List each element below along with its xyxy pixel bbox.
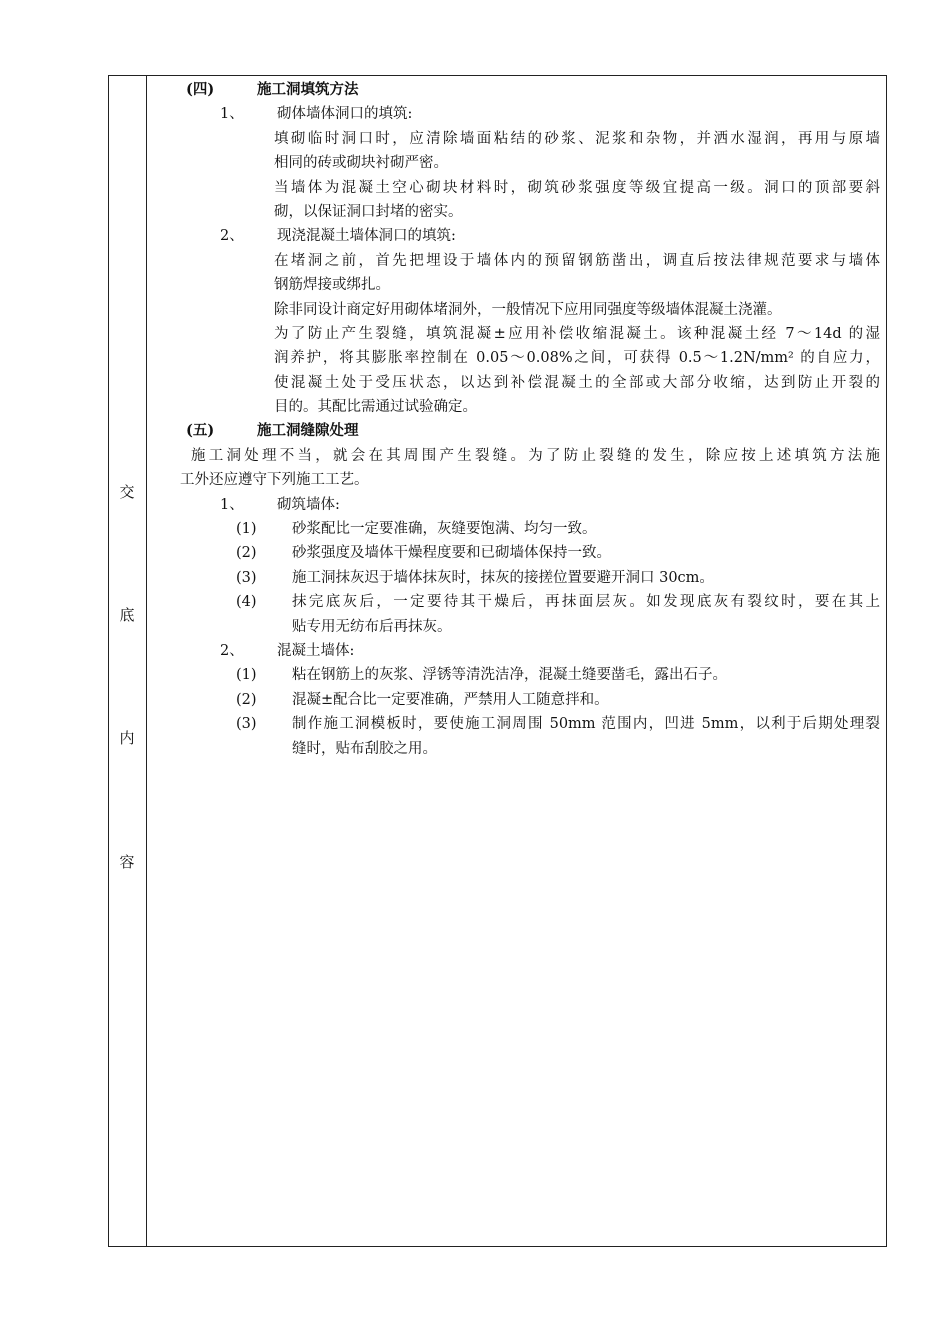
section-title: 施工洞缝隙处理	[257, 422, 359, 440]
subsection-number: 2、	[220, 642, 244, 659]
intro-line: 工外还应遵守下列施工工艺。	[180, 472, 369, 489]
list-item	[150, 712, 882, 736]
list-item	[150, 688, 882, 712]
side-label-char: 交	[119, 483, 135, 501]
paragraph-line: 砌，以保证洞口封堵的密实。	[274, 203, 463, 220]
paragraph-line: 钢筋焊接或绑扎。	[274, 277, 390, 294]
item-number: (2)	[236, 691, 257, 708]
list-item	[150, 541, 882, 565]
subsection-heading	[150, 224, 882, 248]
subsection-title: 砌筑墙体:	[277, 496, 340, 513]
item-text: 抹完底灰后，一定要待其干燥后，再抹面层灰。如发现底灰有裂纹时，要在其上	[292, 594, 880, 611]
subsection-number: 2、	[220, 228, 244, 245]
list-item	[150, 517, 882, 541]
disclosure-content	[150, 78, 882, 761]
subsection-title: 现浇混凝土墙体洞口的填筑:	[277, 228, 456, 245]
item-text: 制作施工洞模板时，要使施工洞周围 50mm 范围内，凹进 5mm，以利于后期处理裂	[292, 716, 880, 733]
subsection-heading	[150, 639, 882, 663]
item-text-continued: 缝时，贴布刮胶之用。	[292, 740, 437, 757]
subsection-title: 混凝土墙体:	[277, 642, 355, 659]
paragraph-line: 目的。其配比需通过试验确定。	[274, 399, 477, 416]
subsection-number: 1、	[220, 496, 244, 513]
subsection-heading	[150, 493, 882, 517]
intro-line: 施工洞处理不当，就会在其周围产生裂缝。为了防止裂缝的发生，除应按上述填筑方法施	[191, 447, 880, 464]
item-number: (3)	[236, 569, 257, 586]
section-number: (五)	[186, 422, 215, 440]
paragraph-line: 当墙体为混凝土空心砌块材料时，砌筑砂浆强度等级宜提高一级。洞口的顶部要斜	[274, 179, 880, 196]
item-text: 砂浆配比一定要准确，灰缝要饱满、均匀一致。	[292, 521, 597, 538]
subsection-title: 砌体墙体洞口的填筑:	[277, 106, 413, 123]
item-text: 砂浆强度及墙体干燥程度要和已砌墙体保持一致。	[292, 545, 611, 562]
side-label-char: 容	[119, 853, 135, 871]
side-label-char: 底	[119, 606, 135, 624]
item-number: (1)	[236, 667, 257, 684]
paragraph-line: 除非同设计商定好用砌体堵洞外，一般情况下应用同强度等级墙体混凝土浇灌。	[274, 301, 782, 318]
list-item	[150, 663, 882, 687]
paragraph-line: 使混凝土处于受压状态，以达到补偿混凝土的全部或大部分收缩，达到防止开裂的	[274, 374, 880, 391]
item-text-continued: 贴专用无纺布后再抹灰。	[292, 618, 452, 635]
item-number: (2)	[236, 545, 257, 562]
item-number: (3)	[236, 716, 257, 733]
item-text: 粘在钢筋上的灰浆、浮锈等清洗洁净，混凝土缝要凿毛，露出石子。	[292, 667, 727, 684]
item-number: (4)	[236, 594, 257, 611]
list-item	[150, 590, 882, 614]
section-heading	[150, 78, 882, 102]
paragraph-line: 为了防止产生裂缝，填筑混凝±应用补偿收缩混凝土。该种混凝土经 7～14d 的湿	[274, 325, 880, 342]
paragraph-line: 填砌临时洞口时，应清除墙面粘结的砂浆、泥浆和杂物，并洒水湿润，再用与原墙	[274, 130, 880, 147]
paragraph-line: 润养护，将其膨胀率控制在 0.05～0.08%之间，可获得 0.5～1.2N/mm² 的自应力，	[274, 350, 880, 367]
section-heading	[150, 419, 882, 443]
side-label-char: 内	[119, 729, 135, 747]
item-number: (1)	[236, 521, 257, 538]
paragraph-line: 相同的砖或砌块衬砌严密。	[274, 155, 448, 172]
section-number: (四)	[186, 81, 215, 98]
subsection-heading	[150, 102, 882, 126]
item-text: 混凝±配合比一定要准确，严禁用人工随意拌和。	[292, 691, 609, 708]
list-item	[150, 566, 882, 590]
item-text: 施工洞抹灰迟于墙体抹灰时，抹灰的接搓位置要避开洞口 30cm。	[292, 569, 714, 586]
section-title: 施工洞填筑方法	[257, 81, 359, 98]
column-divider	[146, 75, 147, 1247]
subsection-number: 1、	[220, 106, 244, 123]
paragraph-line: 在堵洞之前，首先把埋设于墙体内的预留钢筋凿出，调直后按法律规范要求与墙体	[274, 252, 880, 269]
